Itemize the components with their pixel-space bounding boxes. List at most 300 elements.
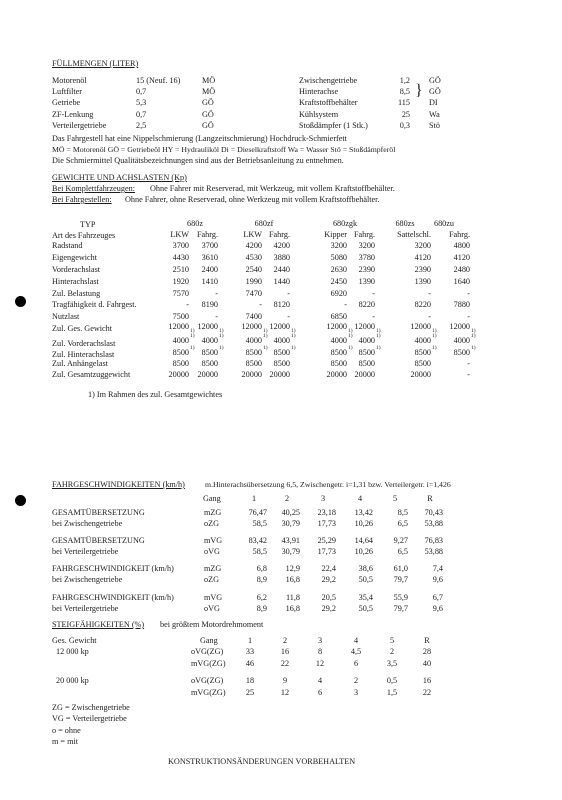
weight-cell: 7470 xyxy=(245,289,262,298)
speed-cell: 35,4 xyxy=(358,593,373,602)
speed-code: oVG xyxy=(204,547,220,556)
speed-cell: 30,79 xyxy=(281,519,300,528)
gear-number: 2 xyxy=(284,494,290,503)
weight-cell: 3200 xyxy=(358,241,375,250)
fill-value: 2,5 xyxy=(136,121,147,130)
speed-cell: 7,4 xyxy=(432,564,443,573)
punch-hole xyxy=(15,296,26,307)
speed-cell: 29,2 xyxy=(321,575,336,584)
climb-code: oVG(ZG) xyxy=(191,676,224,685)
weight-cell: - xyxy=(344,300,347,309)
fill-value: 1,2 xyxy=(399,76,410,85)
weight-cell: 8500 xyxy=(330,348,347,357)
climb-cell: 16 xyxy=(280,647,290,656)
weight-cell: 3610 xyxy=(201,253,218,262)
legend-line: m = mit xyxy=(52,737,78,746)
col-subhead: LKW xyxy=(170,230,189,239)
speed-cell: 50,5 xyxy=(358,604,373,613)
col-subhead: Kipper xyxy=(324,230,347,239)
weight-cell: - xyxy=(287,312,290,321)
col-subhead: Fahrg. xyxy=(268,230,290,239)
speed-cell: 8,9 xyxy=(256,604,267,613)
weight-cell: 1440 xyxy=(273,277,290,286)
speed-block-title: GESAMTÜBERSETZUNG xyxy=(52,508,145,517)
speed-block-sub: bei Zwischengetriebe xyxy=(52,519,123,528)
weight-cell: 8220 xyxy=(414,300,431,309)
speed-cell: 30,79 xyxy=(281,547,300,556)
weight-cell: 2450 xyxy=(330,277,347,286)
weight-cell: - xyxy=(259,300,262,309)
fill-value: 0,3 xyxy=(399,121,410,130)
climb-cell: 6 xyxy=(317,688,323,697)
weight-cell: 7880 xyxy=(453,300,470,309)
weight-cell: 5080 xyxy=(330,253,347,262)
climb-cell: 4,5 xyxy=(350,647,362,656)
fill-label: Getriebe xyxy=(52,98,81,107)
weight-cell: 12000 xyxy=(241,322,262,331)
gear-number: 4 xyxy=(357,494,363,503)
model-label: 680zs xyxy=(395,219,415,228)
weight-cell: 20000 xyxy=(197,370,218,379)
ges-label: Ges. Gewicht xyxy=(52,636,97,645)
superscript-mark: 1) xyxy=(190,333,195,339)
weight-cell: 4200 xyxy=(245,241,262,250)
superscript-mark: 1) xyxy=(376,328,381,334)
superscript-mark: 1) xyxy=(190,345,195,351)
fill-value: 25 xyxy=(401,110,410,119)
speed-cell: 53,88 xyxy=(424,547,443,556)
climb-cell: 16 xyxy=(422,676,432,685)
weight-cell: 8500 xyxy=(172,348,189,357)
speed-cell: 6,7 xyxy=(432,593,443,602)
col-subhead: LKW xyxy=(243,230,262,239)
fahrgestell-label: Bei Fahrgestellen: xyxy=(52,195,112,204)
speed-code: mVG xyxy=(204,593,223,602)
weight-row-label: Radstand xyxy=(52,241,83,250)
gear-number: 5 xyxy=(389,636,395,645)
speed-cell: 29,2 xyxy=(321,604,336,613)
weight-row-label: Eigengewicht xyxy=(52,253,98,262)
fill-label: Luftfilter xyxy=(52,87,83,96)
speed-code: oVG xyxy=(204,604,220,613)
weight-cell: 3780 xyxy=(358,253,375,262)
weight-footnote: 1) Im Rahmen des zul. Gesamtgewichtes xyxy=(88,390,223,399)
weight-cell: 8220 xyxy=(358,300,375,309)
fill-note: Die Schmiermittel Qualitätsbezeichnungen sind aus der Betriebsanleitung zu entnehmen. xyxy=(52,156,344,165)
gang-label: Gang xyxy=(203,494,221,503)
weight-cell: 8500 xyxy=(414,348,431,357)
speed-cell: 38,6 xyxy=(358,564,373,573)
weight-cell: 2440 xyxy=(273,265,290,274)
weight-cell: 2390 xyxy=(414,265,431,274)
weight-cell: 1390 xyxy=(358,277,375,286)
speed-cell: 14,64 xyxy=(354,536,373,545)
speed-cell: 16,8 xyxy=(285,575,300,584)
fill-value: 0,7 xyxy=(136,110,147,119)
col-subhead: Sattelschl. xyxy=(397,230,431,239)
speed-cell: 10,26 xyxy=(354,547,373,556)
superscript-mark: 1) xyxy=(348,345,353,351)
weight-cell: 4000 xyxy=(453,336,470,345)
climb-cell: 6 xyxy=(353,659,359,668)
weight-cell: - xyxy=(467,370,470,379)
climb-cell: 12 xyxy=(280,688,290,697)
weight-cell: - xyxy=(428,289,431,298)
fill-unit: GÖ xyxy=(202,121,214,130)
col-subhead: Fahrg. xyxy=(196,230,218,239)
speed-cell: 53,88 xyxy=(424,519,443,528)
weight-cell: 7400 xyxy=(245,312,262,321)
weight-cell: - xyxy=(428,312,431,321)
model-label: 680z xyxy=(187,219,203,228)
weight-cell: 2480 xyxy=(453,265,470,274)
climb-cell: 9 xyxy=(282,676,288,685)
weight-cell: 8500 xyxy=(358,348,375,357)
komplett-text: Ohne Fahrer mit Reserverad, mit Werkzeug, mit vollem Kraftstoffbehälter. xyxy=(150,184,395,193)
speed-cell: 6,2 xyxy=(256,593,267,602)
fill-unit: Stö xyxy=(429,121,440,130)
col-subhead: Fahrg. xyxy=(448,230,470,239)
weight-cell: 8500 xyxy=(273,348,290,357)
weight-cell: 6920 xyxy=(330,289,347,298)
superscript-mark: 1) xyxy=(471,345,476,351)
fill-unit: GÖ xyxy=(202,110,214,119)
fill-unit: GÖ xyxy=(429,76,441,85)
weight-cell: 4000 xyxy=(245,336,262,345)
gear-number: R xyxy=(424,636,430,645)
komplett-label: Bei Komplettfahrzeugen: xyxy=(52,184,135,193)
climb-cell: 22 xyxy=(422,688,432,697)
weight-row-label: Tragfähigkeit d. Fahrgest. xyxy=(52,300,137,309)
speed-code: oZG xyxy=(204,519,220,528)
speed-cell: 76,83 xyxy=(424,536,443,545)
fahrgestell-text: Ohne Fahrer, ohne Reserverad, ohne Werkzeug mit vollem Kraftstoffbehälter. xyxy=(125,195,380,204)
legend-line: o = ohne xyxy=(52,726,81,735)
climb-cell: 18 xyxy=(245,676,255,685)
fill-label: Motorenöl xyxy=(52,76,87,85)
superscript-mark: 1) xyxy=(190,328,195,334)
weight-cell: 1920 xyxy=(172,277,189,286)
speed-block-title: FAHRGESCHWINDIGKEIT (km/h) xyxy=(52,564,174,573)
speed-code: mZG xyxy=(204,564,222,573)
fill-label: Kühlsystem xyxy=(299,110,339,119)
superscript-mark: 1) xyxy=(263,328,268,334)
weight-cell: 4000 xyxy=(201,336,218,345)
fill-unit: GÖ xyxy=(202,98,214,107)
fill-value: 15 (Neuf. 16) xyxy=(136,76,181,85)
speed-cell: 83,42 xyxy=(248,536,267,545)
climb-cell: 3,5 xyxy=(386,659,398,668)
fill-label: Kraftstoffbehälter xyxy=(299,98,358,107)
speed-cell: 12,9 xyxy=(285,564,300,573)
weight-cell: 2630 xyxy=(330,265,347,274)
weight-cell: 4120 xyxy=(453,253,470,262)
weight-cell: 8120 xyxy=(273,300,290,309)
fill-unit: GÖ xyxy=(429,87,441,96)
speed-cell: 8,9 xyxy=(256,575,267,584)
weight-cell: 1990 xyxy=(245,277,262,286)
climb-weight: 12 000 kp xyxy=(56,647,89,656)
climb-cell: 33 xyxy=(245,647,255,656)
speed-cell: 11,8 xyxy=(285,593,300,602)
superscript-mark: 1) xyxy=(291,345,296,351)
fill-note: MÖ = Motorenöl GÖ = Getriebeöl HY = Hydrauliköl Di = Dieselkraftstoff Wa = Wasser Stö = Stoßdämpferöl xyxy=(52,145,396,154)
speed-code: mZG xyxy=(204,508,222,517)
speed-cell: 22,4 xyxy=(321,564,336,573)
weight-cell: 3200 xyxy=(414,241,431,250)
weight-cell: 3700 xyxy=(172,241,189,250)
weight-cell: - xyxy=(372,289,375,298)
superscript-mark: 1) xyxy=(471,328,476,334)
speed-cell: 6,8 xyxy=(256,564,267,573)
weight-cell: 2400 xyxy=(201,265,218,274)
speed-cell: 43,91 xyxy=(281,536,300,545)
climb-code: mVG(ZG) xyxy=(191,659,226,668)
weight-cell: 12000 xyxy=(326,322,347,331)
gear-number: 5 xyxy=(392,494,398,503)
speed-cell: 50,5 xyxy=(358,575,373,584)
fill-value: 5,3 xyxy=(136,98,147,107)
weight-cell: 20000 xyxy=(326,370,347,379)
climb-cell: 1,5 xyxy=(386,688,398,697)
model-label: 680zgk xyxy=(332,219,358,228)
gear-number: 3 xyxy=(320,494,326,503)
speed-cell: 16,8 xyxy=(285,604,300,613)
weight-cell: 12000 xyxy=(449,322,470,331)
climb-cell: 2 xyxy=(389,647,395,656)
gang-label: Gang xyxy=(200,636,218,645)
weight-cell: 4200 xyxy=(273,241,290,250)
weight-cell: 8190 xyxy=(201,300,218,309)
steig-subheading: bei größtem Motordrehmoment xyxy=(160,620,264,629)
superscript-mark: 1) xyxy=(263,345,268,351)
speed-cell: 6,5 xyxy=(397,547,408,556)
weight-cell: 4800 xyxy=(453,241,470,250)
climb-cell: 22 xyxy=(280,659,290,668)
legend-line: ZG = Zwischengetriebe xyxy=(52,703,130,712)
weight-cell: 4430 xyxy=(172,253,189,262)
weight-cell: - xyxy=(186,300,189,309)
gear-number: 4 xyxy=(353,636,359,645)
fill-unit: MÖ xyxy=(202,76,216,85)
speed-block-sub: bei Verteilergetriebe xyxy=(52,547,119,556)
gear-number: R xyxy=(427,494,433,503)
speed-block-title: FAHRGESCHWINDIGKEIT (km/h) xyxy=(52,593,174,602)
gear-number: 3 xyxy=(317,636,323,645)
speed-cell: 55,9 xyxy=(393,593,408,602)
weight-cell: 2510 xyxy=(172,265,189,274)
superscript-mark: 1) xyxy=(376,333,381,339)
weight-row-label: Zul. Belastung xyxy=(52,289,101,298)
weight-cell: 20000 xyxy=(241,370,262,379)
weight-cell: 1410 xyxy=(201,277,218,286)
weight-cell: 7570 xyxy=(172,289,189,298)
superscript-mark: 1) xyxy=(432,345,437,351)
weight-row-label: Zul. Anhängelast xyxy=(52,359,108,368)
speed-cell: 58,5 xyxy=(252,519,267,528)
superscript-mark: 1) xyxy=(219,345,224,351)
weight-cell: - xyxy=(287,289,290,298)
climb-cell: 25 xyxy=(245,688,255,697)
weight-cell: 8500 xyxy=(453,348,470,357)
speed-cell: 10,26 xyxy=(354,519,373,528)
weight-cell: 8500 xyxy=(245,359,262,368)
weight-cell: 20000 xyxy=(410,370,431,379)
speed-cell: 17,73 xyxy=(317,519,336,528)
weight-cell: 8500 xyxy=(201,348,218,357)
col-subhead: Fahrg. xyxy=(353,230,375,239)
climb-cell: 8 xyxy=(317,647,323,656)
brace-glyph: } xyxy=(415,82,423,99)
speed-cell: 23,18 xyxy=(317,508,336,517)
model-label: 680zf xyxy=(254,219,274,228)
fill-label: ZF-Lenkung xyxy=(52,110,94,119)
weight-cell: 4000 xyxy=(414,336,431,345)
weight-cell: - xyxy=(467,359,470,368)
weight-cell: 8500 xyxy=(330,359,347,368)
climb-cell: 40 xyxy=(422,659,432,668)
climb-cell: 46 xyxy=(245,659,255,668)
speed-cell: 76,47 xyxy=(248,508,267,517)
weight-cell: 12000 xyxy=(354,322,375,331)
superscript-mark: 1) xyxy=(219,328,224,334)
weight-cell: 7500 xyxy=(172,312,189,321)
weight-cell: - xyxy=(372,312,375,321)
superscript-mark: 1) xyxy=(471,333,476,339)
weight-cell: 20000 xyxy=(168,370,189,379)
speed-code: mVG xyxy=(204,536,223,545)
weight-cell: 1640 xyxy=(453,277,470,286)
weight-cell: 4000 xyxy=(172,336,189,345)
weight-cell: 4000 xyxy=(358,336,375,345)
superscript-mark: 1) xyxy=(219,333,224,339)
weight-cell: 12000 xyxy=(269,322,290,331)
speed-block-title: GESAMTÜBERSETZUNG xyxy=(52,536,145,545)
speed-cell: 6,5 xyxy=(397,519,408,528)
superscript-mark: 1) xyxy=(263,333,268,339)
climb-code: mVG(ZG) xyxy=(191,688,226,697)
weight-cell: - xyxy=(215,312,218,321)
speed-cell: 25,29 xyxy=(317,536,336,545)
fill-note: Das Fahrgestell hat eine Nippelschmierung (Langzeitschmierung) Hochdruck-Schmierfett xyxy=(52,134,347,143)
speed-cell: 70,43 xyxy=(424,508,443,517)
speed-cell: 9,6 xyxy=(432,575,443,584)
speed-cell: 40,25 xyxy=(281,508,300,517)
art-label: Art des Fahrzeuges xyxy=(52,231,116,240)
fill-label: Hinterachse xyxy=(299,87,339,96)
speed-cell: 9,6 xyxy=(432,604,443,613)
speed-cell: 79,7 xyxy=(393,575,408,584)
weight-cell: 3700 xyxy=(201,241,218,250)
superscript-mark: 1) xyxy=(432,328,437,334)
weight-row-label: Hinterachslast xyxy=(52,277,99,286)
legend-line: VG = Verteilergetriebe xyxy=(52,714,127,723)
gear-number: 1 xyxy=(247,636,253,645)
weight-row-label: Zul. Hinterachslast xyxy=(52,350,115,359)
superscript-mark: 1) xyxy=(432,333,437,339)
gear-number: 1 xyxy=(251,494,257,503)
weight-cell: - xyxy=(467,312,470,321)
fill-value: 8,5 xyxy=(399,87,410,96)
superscript-mark: 1) xyxy=(291,333,296,339)
weight-cell: - xyxy=(215,289,218,298)
weight-cell: 8500 xyxy=(273,359,290,368)
typ-label: TYP xyxy=(80,220,96,229)
speed-cell: 9,27 xyxy=(393,536,408,545)
weight-cell: 8500 xyxy=(358,359,375,368)
weight-cell: 8500 xyxy=(172,359,189,368)
weight-cell: 20000 xyxy=(269,370,290,379)
speed-cell: 61,0 xyxy=(393,564,408,573)
weight-row-label: Nutzlast xyxy=(52,312,80,321)
climb-cell: 4 xyxy=(317,676,323,685)
section-heading-fahrgeschw: FAHRGESCHWINDIGKEITEN (km/h) xyxy=(52,480,185,489)
fill-unit: Wa xyxy=(429,110,440,119)
climb-cell: 28 xyxy=(422,647,432,656)
section-heading-steig: STEIGFÄHIGKEITEN (%) xyxy=(52,620,145,629)
weight-cell: 8500 xyxy=(201,359,218,368)
speed-block-sub: bei Zwischengetriebe xyxy=(52,575,123,584)
weight-cell: 12000 xyxy=(168,322,189,331)
climb-cell: 12 xyxy=(315,659,325,668)
fill-value: 0,7 xyxy=(136,87,147,96)
weight-row-label: Vorderachslast xyxy=(52,265,101,274)
gear-number: 2 xyxy=(282,636,288,645)
weight-cell: 3200 xyxy=(330,241,347,250)
weight-cell: 4000 xyxy=(330,336,347,345)
section-heading-fuellmengen: FÜLLMENGEN (LITER) xyxy=(52,59,139,68)
punch-hole xyxy=(15,495,26,506)
weight-cell: 12000 xyxy=(410,322,431,331)
fill-label: Stoßdämpfer (1 Stk.) xyxy=(299,121,368,130)
fill-unit: DI xyxy=(429,98,438,107)
section-heading-gewichte: GEWICHTE UND ACHSLASTEN (Kp) xyxy=(52,173,187,182)
superscript-mark: 1) xyxy=(291,328,296,334)
superscript-mark: 1) xyxy=(348,328,353,334)
speed-cell: 58,5 xyxy=(252,547,267,556)
weight-row-label: Zul. Gesamtzuggewicht xyxy=(52,370,131,379)
weight-cell: 8500 xyxy=(414,359,431,368)
superscript-mark: 1) xyxy=(348,333,353,339)
weight-row-label: Zul. Ges. Gewicht xyxy=(52,324,113,333)
fill-value: 115 xyxy=(398,98,410,107)
weight-cell: 1390 xyxy=(414,277,431,286)
superscript-mark: 1) xyxy=(376,345,381,351)
speed-cell: 79,7 xyxy=(393,604,408,613)
speed-code: oZG xyxy=(204,575,220,584)
weight-cell: 3880 xyxy=(273,253,290,262)
weight-cell: 8500 xyxy=(245,348,262,357)
footer-note: KONSTRUKTIONSÄNDERUNGEN VORBEHALTEN xyxy=(168,757,356,766)
speed-cell: 17,73 xyxy=(317,547,336,556)
weight-row-label: Zul. Vorderachslast xyxy=(52,339,116,348)
climb-cell: 0,5 xyxy=(386,676,398,685)
speed-cell: 13,42 xyxy=(354,508,373,517)
climb-weight: 20 000 kp xyxy=(56,676,89,685)
weight-cell: 2390 xyxy=(358,265,375,274)
weight-cell: 4120 xyxy=(414,253,431,262)
fill-label: Verteilergetriebe xyxy=(52,121,107,130)
climb-code: oVG(ZG) xyxy=(191,647,224,656)
fill-label: Zwischengetriebe xyxy=(299,76,358,85)
speed-cell: 8,5 xyxy=(397,508,408,517)
weight-cell: 4530 xyxy=(245,253,262,262)
fill-unit: MÖ xyxy=(202,87,216,96)
fahrgeschw-subheading: m.Hinterachsübersetzung 6,5, Zwischengetr. i=1,31 bzw. Verteilergetr. i=1,426 xyxy=(205,480,451,489)
weight-cell: - xyxy=(467,289,470,298)
speed-block-sub: bei Verteilergetriebe xyxy=(52,604,119,613)
speed-cell: 20,5 xyxy=(321,593,336,602)
